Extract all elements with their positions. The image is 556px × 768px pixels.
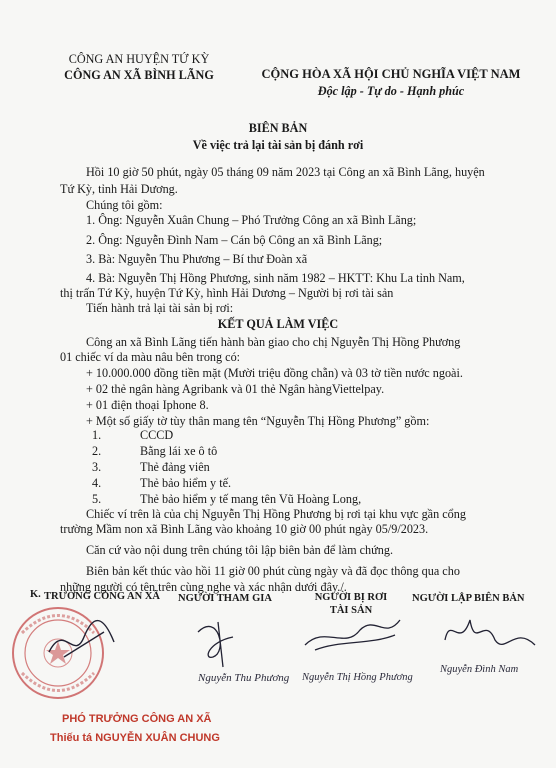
item-cash: + 10.000.000 đồng tiền mặt (Mười triệu đồng chẵn) và 03 tờ tiền nước ngoài. bbox=[86, 366, 463, 380]
result-para-4: Biên bản kết thúc vào hồi 11 giờ 00 phút cùng ngày và đã đọc thông qua cho bbox=[86, 564, 460, 578]
paper-item: Thẻ bảo hiểm y tế. bbox=[140, 476, 232, 490]
paper-number: 1. bbox=[92, 428, 102, 442]
intro-line-1: Hồi 10 giờ 50 phút, ngày 05 tháng 09 năm 2023 tại Công an xã Bình Lãng, huyện bbox=[86, 165, 485, 179]
stamp-name: Thiếu tá NGUYỄN XUÂN CHUNG bbox=[50, 732, 220, 744]
member-4-address: thị trấn Tứ Kỳ, huyện Tứ Kỳ, hình Hải Dương – Người bị rơi tài sản bbox=[60, 286, 394, 300]
sig-col2-title: NGƯỜI THAM GIA bbox=[178, 593, 272, 604]
national-motto: Độc lập - Tự do - Hạnh phúc bbox=[317, 84, 465, 98]
result-para-3: Căn cứ vào nội dung trên chúng tôi lập biên bản để làm chứng. bbox=[86, 543, 393, 557]
paper-item: Thẻ bảo hiểm y tế mang tên Vũ Hoàng Long, bbox=[140, 492, 362, 506]
sig-col2-name: Nguyễn Thu Phương bbox=[198, 672, 290, 684]
item-bank-cards: + 02 thẻ ngân hàng Agribank và 01 thẻ Ngân hàngViettelpay. bbox=[86, 382, 385, 396]
paper-item: Thẻ đảng viên bbox=[140, 460, 210, 474]
paper-number: 3. bbox=[92, 460, 102, 474]
signature-nam bbox=[440, 610, 540, 665]
paper-number: 2. bbox=[92, 444, 102, 458]
sig-col1-title: TRƯỞNG CÔNG AN XÃ bbox=[44, 591, 160, 602]
member-1: 1. Ông: Nguyễn Xuân Chung – Phó Trưởng Công an xã Bình Lãng; bbox=[86, 213, 417, 227]
paper-number: 4. bbox=[92, 476, 102, 490]
sig-col3-name: Nguyễn Thị Hồng Phương bbox=[302, 672, 413, 683]
sig-col1-prefix: K. bbox=[30, 589, 41, 600]
intro-line-2: Tứ Kỳ, tỉnh Hải Dương. bbox=[60, 182, 178, 196]
national-title: CỘNG HÒA XÃ HỘI CHỦ NGHĨA VIỆT NAM bbox=[261, 67, 521, 81]
member-4: 4. Bà: Nguyễn Thị Hồng Phương, sinh năm 1982 – HKTT: Khu La tỉnh Nam, bbox=[86, 271, 465, 285]
sig-col3-title: NGƯỜI BỊ RƠI bbox=[314, 592, 388, 603]
result-para-2-cont: trường Mầm non xã Bình Lãng vào khoảng 10 giờ 00 phút ngày 05/9/2023. bbox=[60, 522, 429, 536]
document-subtitle: Về việc trả lại tài sản bị đánh rơi bbox=[192, 138, 364, 152]
sig-col4-title: NGƯỜI LẬP BIÊN BẢN bbox=[412, 593, 525, 604]
signature-phuong bbox=[188, 612, 258, 672]
result-para-4-cont: những người có tên trên cùng nghe và xác nhận dưới đây./. bbox=[60, 580, 347, 594]
document-title: BIÊN BẢN bbox=[248, 121, 308, 135]
result-para-2: Chiếc ví trên là của chị Nguyễn Thị Hồng Phương bị rơi tại khu vực gần cổng bbox=[86, 507, 466, 521]
sig-col4-name: Nguyễn Đình Nam bbox=[440, 664, 519, 675]
result-para-1-cont: 01 chiếc ví da màu nâu bên trong có: bbox=[60, 350, 241, 364]
item-phone: + 01 điện thoại Iphone 8. bbox=[86, 398, 209, 412]
result-heading: KẾT QUẢ LÀM VIỆC bbox=[217, 317, 339, 331]
sig-col3-title-cont: TÀI SẢN bbox=[329, 605, 373, 616]
signature-chung bbox=[44, 612, 124, 672]
paper-number: 5. bbox=[92, 492, 102, 506]
agency-name: CÔNG AN XÃ BÌNH LÃNG bbox=[64, 68, 214, 82]
proceed-text: Tiến hành trả lại tài sản bị rơi: bbox=[86, 301, 234, 315]
stamp-title: PHÓ TRƯỞNG CÔNG AN XÃ bbox=[62, 713, 212, 725]
agency-parent: CÔNG AN HUYỆN TỨ KỲ bbox=[68, 52, 210, 66]
paper-item: CCCD bbox=[140, 428, 174, 442]
paper-item: Bằng lái xe ô tô bbox=[140, 444, 218, 458]
members-heading: Chúng tôi gồm: bbox=[86, 198, 163, 212]
signature-hong-phuong bbox=[300, 610, 410, 660]
member-2: 2. Ông: Nguyễn Đình Nam – Cán bộ Công an xã Bình Lãng; bbox=[86, 233, 383, 247]
result-para-1: Công an xã Bình Lãng tiến hành bàn giao cho chị Nguyễn Thị Hồng Phương bbox=[86, 335, 461, 349]
member-3: 3. Bà: Nguyễn Thu Phương – Bí thư Đoàn xã bbox=[86, 252, 308, 266]
item-papers: + Một số giấy tờ tùy thân mang tên “Nguyễn Thị Hồng Phương” gồm: bbox=[86, 414, 430, 428]
